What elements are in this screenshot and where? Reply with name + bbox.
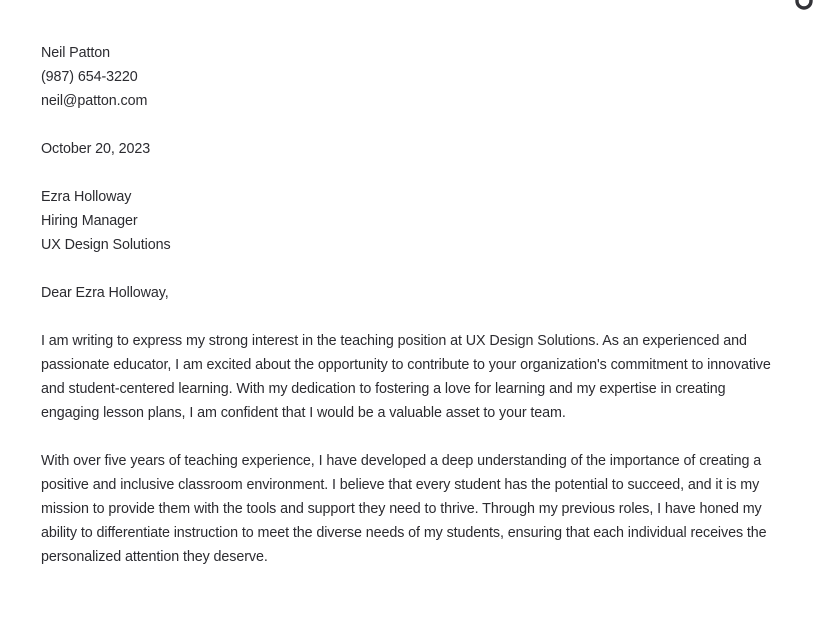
salutation-block	[41, 281, 811, 305]
date-block	[41, 137, 811, 161]
body-paragraph-2-block	[41, 449, 811, 569]
recipient-name: Ezra Holloway	[41, 188, 132, 205]
body-paragraph-1-block	[41, 329, 811, 425]
salutation: Dear Ezra Holloway,	[41, 284, 169, 301]
recipient-block	[41, 185, 811, 257]
letter-date: October 20, 2023	[41, 140, 151, 157]
sender-email: neil@patton.com	[41, 92, 148, 109]
recipient-title: Hiring Manager	[41, 212, 138, 229]
sender-block	[41, 41, 811, 113]
sender-name: Neil Patton	[41, 44, 111, 61]
body-paragraph-1: I am writing to express my strong interest in the teaching position at UX Design Solutions. As an experienced and passionate educator, I am excited about the opportunity to contribute to your organization's commitment to innovative and student-centered learning. With my dedication to fostering a love for learning and my expertise in creating engaging lesson plans, I am confident that I would be a valuable asset to your team.	[41, 332, 771, 421]
recipient-company: UX Design Solutions	[41, 236, 171, 253]
sender-phone: (987) 654-3220	[41, 68, 138, 85]
letter-body	[41, 41, 811, 569]
body-paragraph-2: With over five years of teaching experience, I have developed a deep understanding of the importance of creating a positive and inclusive classroom environment. I believe that every student has the potential to succeed, and it is my mission to provide them with the tools and support they need to thrive. Through my previous roles, I have honed my ability to differentiate instruction to meet the diverse needs of my students, ensuring that each individual receives the personalized attention they deserve.	[41, 452, 767, 565]
